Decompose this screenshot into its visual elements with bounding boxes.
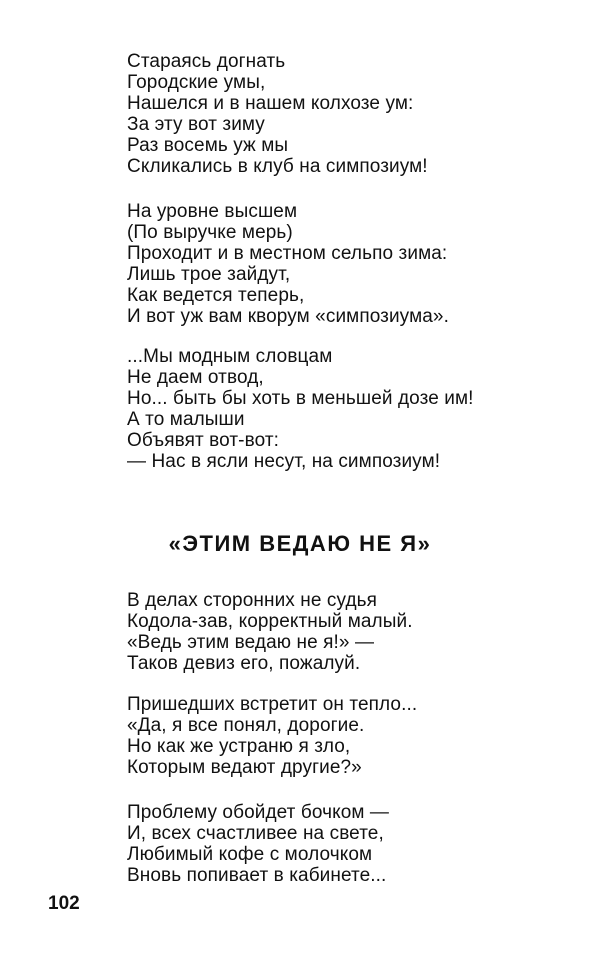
stanza (127, 694, 417, 778)
verse-line: Проблему обойдет бочком — (127, 802, 390, 823)
verse-line: За эту вот зиму (127, 114, 265, 135)
verse-line: Кодола-зав, корректный малый. (127, 611, 413, 632)
verse-line: И вот уж вам кворум «симпозиума». (127, 306, 449, 327)
verse-line: Которым ведают другие?» (127, 757, 362, 778)
verse-line: Вновь попивает в кабинете... (127, 865, 387, 886)
verse-line: Пришедших встретит он тепло... (127, 694, 418, 715)
stanza (127, 346, 474, 472)
verse-line: Проходит и в местном сельпо зима: (127, 243, 448, 264)
verse-line: Таков девиз его, пожалуй. (127, 653, 361, 674)
stanza (127, 590, 413, 674)
stanza (127, 51, 428, 177)
verse-line: Нашелся и в нашем колхозе ум: (127, 93, 414, 114)
verse-line: (По выручке мерь) (127, 222, 293, 243)
poem-title: «ЭТИМ ВЕДАЮ НЕ Я» (168, 531, 432, 556)
stanza (127, 201, 449, 327)
verse-line: Стараясь догнать (127, 51, 286, 72)
verse-line: Раз восемь уж мы (127, 135, 289, 156)
verse-line: Но... быть бы хоть в меньшей дозе им! (127, 388, 474, 409)
verse-line: — Нас в ясли несут, на симпозиум! (127, 451, 441, 472)
verse-line: Скликались в клуб на симпозиум! (127, 156, 428, 177)
verse-line: Объявят вот-вот: (127, 430, 280, 451)
verse-line: А то малыши (127, 409, 245, 430)
verse-line: Лишь трое зайдут, (127, 264, 291, 285)
stanza (127, 802, 389, 886)
verse-line: Любимый кофе с молочком (127, 844, 373, 865)
verse-line: На уровне высшем (127, 201, 298, 222)
verse-line: Но как же устраню я зло, (127, 736, 351, 757)
verse-line: «Ведь этим ведаю не я!» — (127, 632, 375, 653)
verse-line: Не даем отвод, (127, 367, 264, 388)
verse-line: Городские умы, (127, 72, 266, 93)
verse-line: И, всех счастливее на свете, (127, 823, 384, 844)
page-number: 102 (48, 893, 80, 914)
verse-line: ...Мы модным словцам (127, 346, 333, 367)
verse-line: Как ведется теперь, (127, 285, 305, 306)
verse-line: «Да, я все понял, дорогие. (127, 715, 365, 736)
verse-line: В делах сторонних не судья (127, 590, 378, 611)
